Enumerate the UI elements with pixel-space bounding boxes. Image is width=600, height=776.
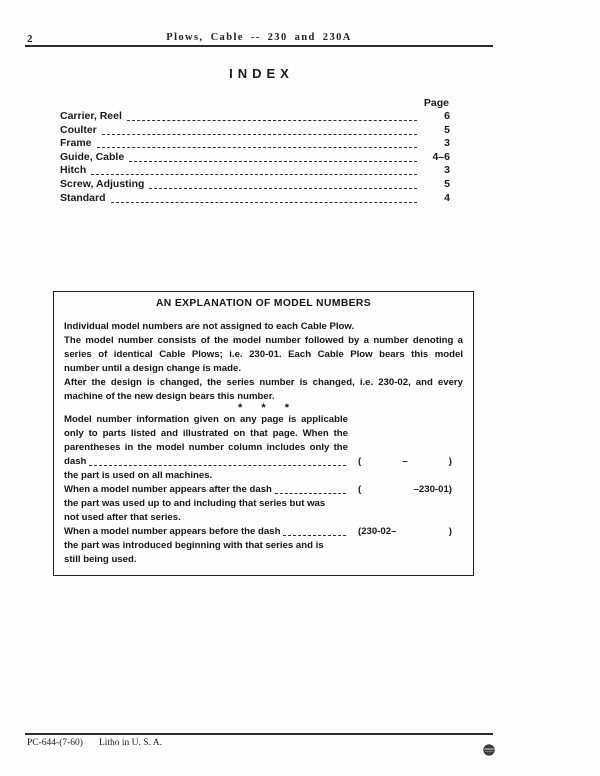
header-title: Plows, Cable -- 230 and 230A (166, 32, 352, 43)
paren-close: ) (448, 456, 452, 467)
dotted-leader (102, 134, 417, 135)
paren-dash: – (402, 456, 408, 467)
model-number-rule-row (64, 455, 463, 469)
explanation-box-title: AN EXPLANATION OF MODEL NUMBERS (155, 298, 372, 309)
explanation-line: the part was used up to and including that series but was (64, 498, 326, 509)
header-rule (25, 45, 493, 47)
index-entry-label: Screw, Adjusting (60, 177, 145, 190)
index-entry-page: 5 (444, 123, 450, 136)
paren-open: ( (358, 456, 362, 467)
publication-code: PC-644-(7-60) (27, 738, 83, 748)
index-entry-page: 6 (444, 110, 450, 122)
explanation-line: machine of the new design bears this number. (64, 391, 275, 402)
paren-notation (358, 525, 452, 539)
page-column-header: Page (423, 97, 449, 109)
index-entry-page: 4–6 (432, 150, 450, 163)
paren-notation (358, 455, 452, 469)
rule-label: dash (64, 456, 87, 467)
index-heading: INDEX (229, 66, 294, 81)
rule-label: When a model number appears after the dash (64, 484, 272, 495)
printer-union-bug-icon (483, 744, 495, 756)
explanation-line: the part was introduced beginning with that series and is (64, 540, 324, 551)
dotted-leader (91, 174, 417, 175)
explanation-line: The model number consists of the model number followed by a number denoting a (64, 335, 463, 346)
index-entry-label: Guide, Cable (60, 150, 125, 163)
explanation-line: Individual model numbers are not assigned to each Cable Plow. (64, 321, 355, 332)
index-entry-page: 3 (444, 137, 450, 150)
dotted-leader (283, 535, 346, 536)
explanation-line: parentheses in the model number column includes only the (64, 442, 348, 453)
explanation-line: not used after that series. (64, 512, 181, 523)
index-entry (60, 110, 450, 124)
dotted-leader (89, 465, 346, 466)
paren-value: (230-02– (358, 526, 397, 537)
paren-open: ( (358, 484, 362, 495)
index-entry (60, 164, 450, 178)
footer-rule (25, 733, 493, 735)
explanation-line: number until a design change is made. (64, 363, 241, 374)
explanation-box (53, 291, 474, 576)
index-entry (60, 124, 450, 138)
model-number-rule-row (64, 483, 463, 497)
index-entry-page: 5 (444, 177, 450, 190)
dotted-leader (275, 493, 346, 494)
footer-imprint (27, 738, 162, 748)
dotted-leader (149, 188, 417, 189)
rule-label: When a model number appears before the dash (64, 526, 281, 537)
dotted-leader (97, 147, 417, 148)
paren-value: –230-01) (413, 484, 452, 495)
paren-notation (358, 483, 452, 497)
explanation-line: only to parts listed and illustrated on that page. When the (64, 428, 348, 439)
explanation-line: the part is used on all machines. (64, 470, 213, 481)
index-entry (60, 178, 450, 192)
index-entry (60, 151, 450, 165)
index-entry (60, 137, 450, 151)
paren-close: ) (448, 526, 452, 537)
explanation-line: still being used. (64, 554, 137, 565)
index-entry-label: Hitch (60, 164, 87, 177)
asterisk-separator: * * * (238, 402, 297, 414)
dotted-leader (111, 202, 417, 203)
litho-note: Litho in U. S. A. (98, 738, 163, 748)
index-table (60, 97, 450, 205)
explanation-line: series of identical Cable Plows; i.e. 230-01. Each Cable Plow bears this model (64, 349, 463, 360)
index-entry-page: 4 (444, 191, 450, 204)
dotted-leader (129, 161, 417, 162)
explanation-line: After the design is changed, the series number is changed, i.e. 230-02, and every (64, 377, 463, 388)
index-entry-label: Frame (60, 137, 92, 150)
index-entry-label: Carrier, Reel (60, 110, 122, 122)
index-entry-label: Standard (60, 191, 106, 204)
index-entry-page: 3 (444, 164, 450, 177)
model-number-rule-row (64, 525, 463, 539)
dotted-leader (127, 120, 417, 121)
index-entry-label: Coulter (60, 123, 97, 136)
page-number: 2 (27, 33, 33, 45)
explanation-line: Model number information given on any page is applicable (64, 414, 348, 425)
index-entry (60, 192, 450, 206)
